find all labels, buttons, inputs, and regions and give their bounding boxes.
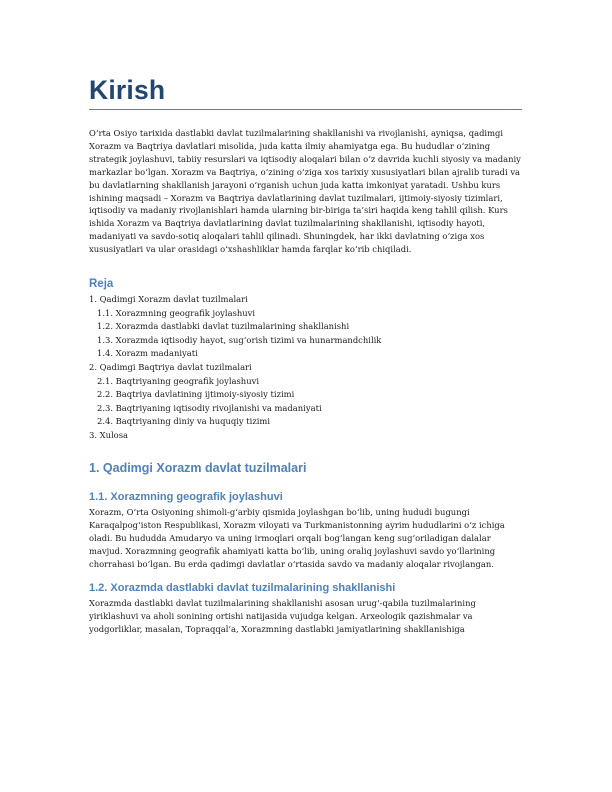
document-title: Kirish [89,75,166,105]
plan-item: 2.1. Baqtriyaning geografik joylashuvi [97,375,259,386]
title-underline [89,109,522,110]
plan-item: 1.3. Xorazmda iqtisodiy hayot, sug‘orish tizimi va hunarmandchilik [97,334,382,345]
subsection-paragraph: Xorazm, O‘rta Osiyoning shimoli-g‘arbiy qismida joylashgan bo‘lib, uning hududi bugungi Karaqalpog‘iston Respublikasi, Xorazm viloyati va Turkmanistonning ayrim hududlarini o‘z ichiga oladi. Bu hududda Amudaryo va uning irmoqlari orqali bog‘langan keng sug‘oriladigan dalalar mavjud. Xorazmning geografik ahamiyati katta bo‘lib, uning oraliq joylashuvi savdo yo‘llarining chorrahasi bo‘lgan. Bu erda qadimgi davlatlar o‘rtasida savdo va madaniy aloqalar rivojlangan. [89,506,505,569]
plan-item: 2.4. Baqtriyaning diniy va huquqiy tizimi [97,416,271,427]
intro-paragraph: O‘rta Osiyo tarixida dastlabki davlat tuzilmalarining shakllanishi va rivojlanishi, ayniqsa, qadimgi Xorazm va Baqtriya davlatlari misolida, juda katta ilmiy ahamiyatga ega. Bu hududlar o‘zining strategik joylashuvi, tabiiy resurslari va iqtisodiy aloqalari bilan o‘z davrida kuchli siyosiy va madaniy markazlar bo‘lgan. Xorazm va Baqtriya, o‘zining o‘ziga xos tarixiy xususiyatlari bilan ajralib turadi va bu davlatlarning shakllanish jarayoni o‘rganish uchun juda katta imkoniyat yaratadi. Ushbu kurs ishining maqsadi – Xorazm va Baqtriya davlatlarining davlat tuzilmalari, ijtimoiy-siyosiy tizimlari, iqtisodiy va madaniy rivojlanishlari hamda ularning bir-biriga ta’siri haqida keng tahlil qilish. Kurs ishida Xorazm va Baqtriya davlatlarining davlat tuzilmalarining shakllanishi, iqtisodiy hayoti, madaniyati va savdo-sotiq aloqalari tahlil qilinadi. Shuningdek, har ikki davlatning o‘ziga xos xususiyatlari va ular orasidagi o‘xshashliklar hamda farqlar ko‘rib chiqiladi. [89,128,521,255]
section-heading: 1. Qadimgi Xorazm davlat tuzilmalari [89,460,307,475]
plan-item: 1.1. Xorazmning geografik joylashuvi [97,307,256,318]
subsection-heading: 1.1. Xorazmning geografik joylashuvi [89,490,283,503]
plan-item: 2.2. Baqtriya davlatining ijtimoiy-siyosiy tizimi [97,389,295,400]
plan-item: 3. Xulosa [89,430,129,440]
plan-list [89,293,523,443]
plan-item: 1.4. Xorazm madaniyati [97,348,198,359]
subsection-heading: 1.2. Xorazmda dastlabki davlat tuzilmalarining shakllanishi [89,581,396,594]
plan-item: 2. Qadimgi Baqtriya davlat tuzilmalari [89,362,252,373]
plan-item: 1.2. Xorazmda dastlabki davlat tuzilmalarining shakllanishi [97,321,350,332]
plan-item: 2.3. Baqtriyaning iqtisodiy rivojlanishi va madaniyati [97,402,322,413]
plan-item: 1. Qadimgi Xorazm davlat tuzilmalari [89,294,248,305]
plan-heading: Reja [89,278,114,291]
subsection-paragraph: Xorazmda dastlabki davlat tuzilmalarining shakllanishi asosan urug‘-qabila tuzilmalarining yiriklashuvi va aholi sonining ortishi natijasida vujudga kelgan. Arxeologik qazishmalar va yodgorliklar, masalan, Topraqqal’a, Xorazmning dastlabki jamiyatlarining shakllanishiga [89,597,476,634]
